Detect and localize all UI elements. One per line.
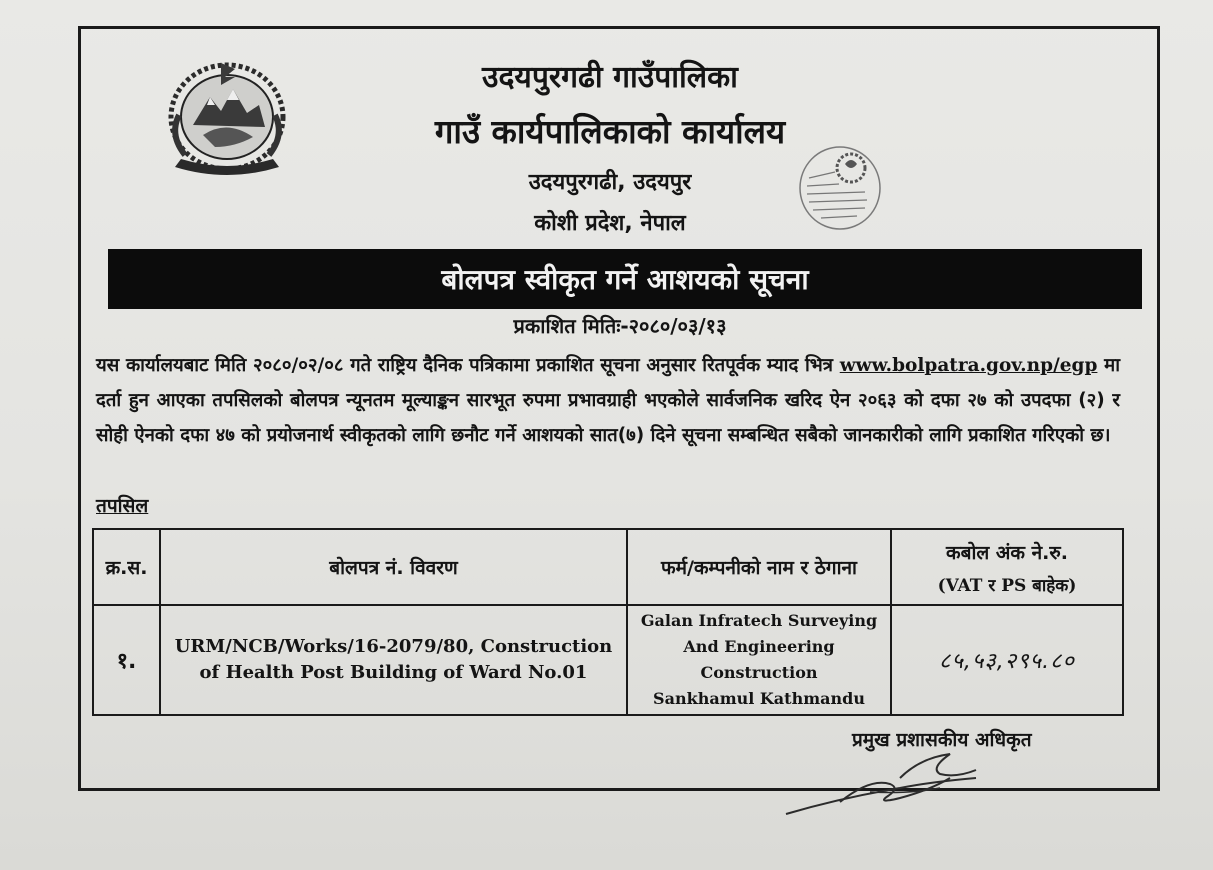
office-location: उदयपुरगढी, उदयपुर <box>528 170 692 195</box>
header-amount <box>891 529 1123 605</box>
office-province: कोशी प्रदेश, नेपाल <box>534 211 686 236</box>
header-sn: क्र.स. <box>93 529 160 605</box>
header-firm: फर्म/कम्पनीको नाम र ठेगाना <box>627 529 891 605</box>
table-row <box>93 605 1123 715</box>
handwritten-signature <box>780 748 990 820</box>
nepal-emblem-icon <box>155 55 300 185</box>
description-line1: URM/NCB/Works/16-2079/80, Construction <box>174 636 613 657</box>
notice-title-banner <box>108 249 1142 309</box>
description-line2: of Health Post Building of Ward No.01 <box>199 662 588 683</box>
notice-body <box>96 348 1120 453</box>
body-text-part1: यस कार्यालयबाट मिति २०८०/०२/०८ गते राष्ट्रिय दैनिक पत्रिकामा प्रकाशित सूचना अनुसार रितपूर्वक म्याद भित्र <box>96 355 840 376</box>
body-text-part2: मा दर्ता हुन आएका तपसिलको बोलपत्र न्यूनतम मूल्याङ्कन सारभूत रुपमा प्रभावग्राही भएकोले सार्वजनिक खरिद ऐन २०६३ को दफा २७ को उपदफा (२) र सोही ऐनको दफा ४७ को प्रयोजनार्थ स्वीकृतको लागि छनौट गर्ने आशयको सात(७) दिने सूचना सम्बन्धित सबैको जानकारीको लागि प्रकाशित गरिएको छ। <box>96 355 1120 446</box>
firm-line4: Sankhamul Kathmandu <box>653 689 865 708</box>
cell-amount: ८५,५३,२९५.८० <box>891 605 1123 715</box>
published-date: प्रकाशित मितिः-२०८०/०३/१३ <box>513 314 727 338</box>
cell-firm <box>627 605 891 715</box>
cell-sn: १. <box>93 605 160 715</box>
signatory-title: प्रमुख प्रशासकीय अधिकृत <box>852 729 1032 751</box>
header-amount-line1: कबोल अंक ने.रु. <box>946 541 1068 564</box>
details-label: तपसिल <box>96 495 149 517</box>
header-amount-line2: (VAT र PS बाहेक) <box>937 575 1077 596</box>
header-description: बोलपत्र नं. विवरण <box>160 529 627 605</box>
firm-line2: And Engineering <box>683 637 835 656</box>
office-name: गाउँ कार्यपालिकाको कार्यालय <box>434 112 786 151</box>
municipality-name: उदयपुरगढी गाउँपालिका <box>482 60 738 95</box>
cell-description <box>160 605 627 715</box>
bid-table <box>92 528 1124 716</box>
firm-line1: Galan Infratech Surveying <box>640 611 878 630</box>
notice-title: बोलपत्र स्वीकृत गर्ने आशयको सूचना <box>441 263 809 296</box>
bolpatra-link[interactable]: www.bolpatra.gov.np/egp <box>839 355 1098 376</box>
firm-line3: Construction <box>700 663 818 682</box>
table-header-row <box>93 529 1123 605</box>
